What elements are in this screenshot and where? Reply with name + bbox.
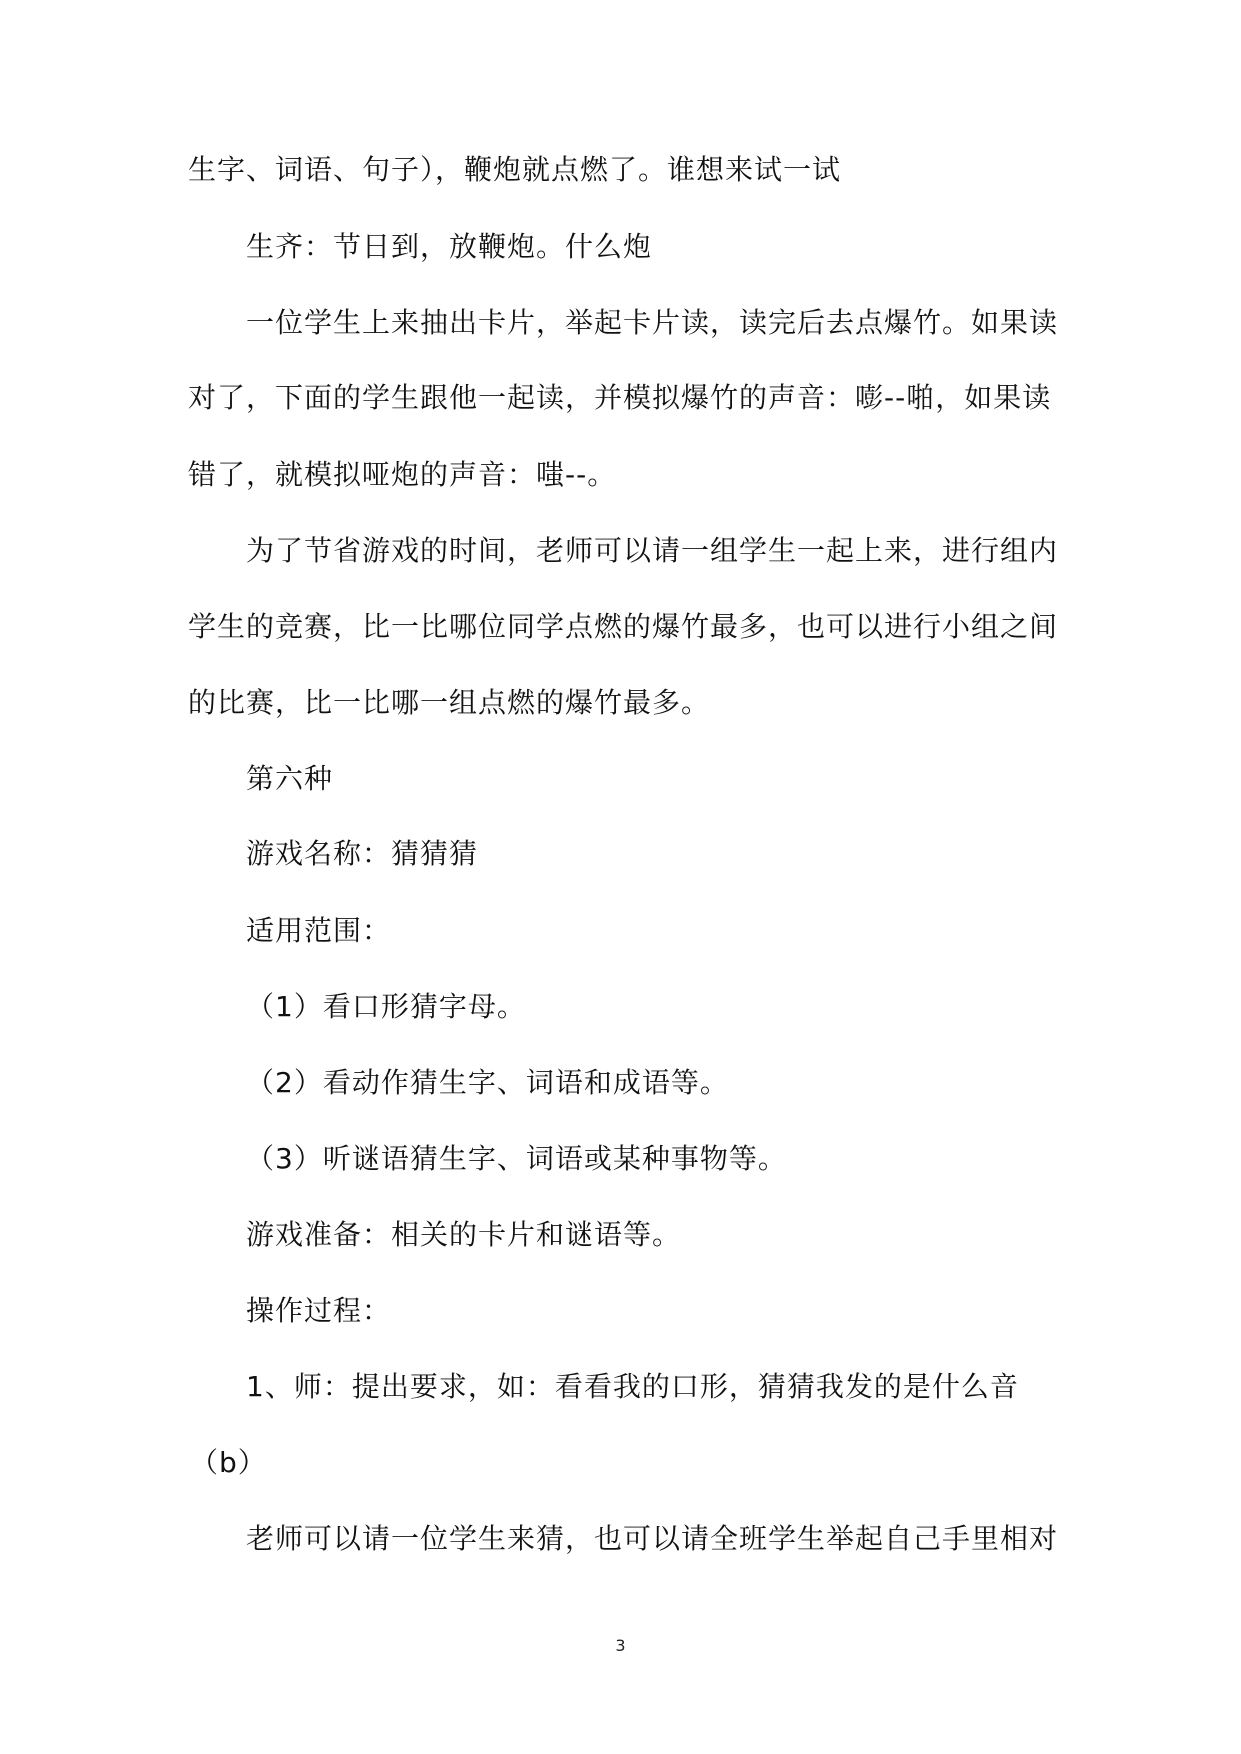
text-line: 的比赛，比一比哪一组点燃的爆竹最多。 [188, 686, 711, 719]
text-line: 学生的竞赛，比一比哪位同学点燃的爆竹最多，也可以进行小组之间 [188, 610, 1059, 643]
text-line: 老师可以请一位学生来猜，也可以请全班学生举起自己手里相对 [246, 1522, 1059, 1555]
text-line: 游戏准备：相关的卡片和谜语等。 [246, 1218, 682, 1251]
text-line: 生字、词语、句子），鞭炮就点燃了。谁想来试一试 [188, 153, 842, 186]
text-line: 操作过程： [246, 1294, 392, 1327]
page-number: 3 [615, 1636, 626, 1655]
text-line: 生齐：节日到，放鞭炮。什么炮 [246, 230, 653, 263]
section-heading: 第六种 [246, 762, 334, 795]
text-line: 错了，就模拟哑炮的声音：嗤--。 [188, 458, 617, 491]
list-item: （1）看口形猜字母。 [246, 990, 526, 1023]
list-item: （2）看动作猜生字、词语和成语等。 [246, 1066, 729, 1099]
text-line: （b） [190, 1446, 267, 1479]
text-line: 一位学生上来抽出卡片，举起卡片读，读完后去点爆竹。如果读 [246, 306, 1059, 339]
list-item: （3）听谜语猜生字、词语或某种事物等。 [246, 1142, 787, 1175]
text-line: 适用范围： [246, 914, 392, 947]
text-line: 游戏名称：猜猜猜 [246, 837, 479, 870]
text-line: 为了节省游戏的时间，老师可以请一组学生一起上来，进行组内 [246, 534, 1059, 567]
text-line: 1、师：提出要求，如：看看我的口形，猜猜我发的是什么音 [246, 1370, 1019, 1403]
text-line: 对了，下面的学生跟他一起读，并模拟爆竹的声音：嘭--啪，如果读 [188, 381, 1052, 414]
